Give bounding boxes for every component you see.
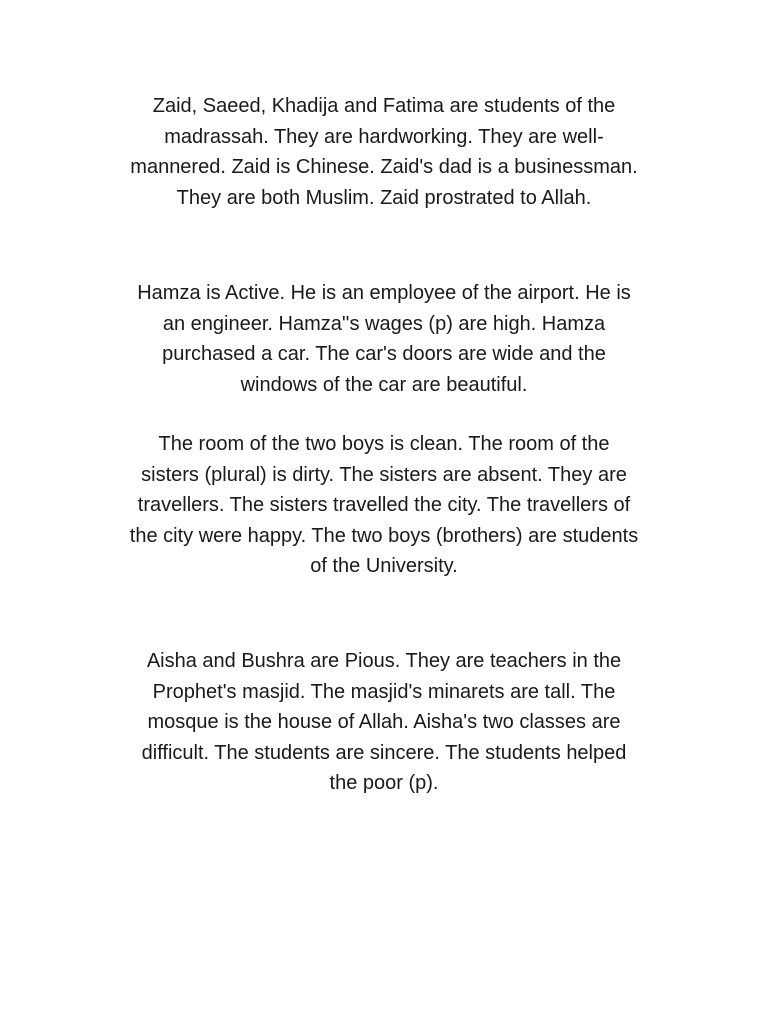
paragraph-room: The room of the two boys is clean. The room of the sisters (plural) is dirty. The sisters are absent. They are travellers. The sisters travelled the city. The travellers of the city were happy. The two boys (brothers) are students of the University.	[129, 433, 639, 577]
paragraph-students: Zaid, Saeed, Khadija and Fatima are students of the madrassah. They are hardworking. They are well- mannered. Zaid is Chinese. Zaid's dad is a businessman. They are both Muslim. Zaid prostrated to Allah.	[130, 95, 638, 209]
paragraph-hamza: Hamza is Active. He is an employee of the airport. He is an engineer. Hamza''s wages (p) are high. Hamza purchased a car. The car's doors are wide and the windows of the car are beautiful.	[137, 282, 631, 396]
paragraph-aisha-bushra: Aisha and Bushra are Pious. They are teachers in the Prophet's masjid. The masjid's minarets are tall. The mosque is the house of Allah. Aisha's two classes are difficult. The students are sincere. The students helped the poor (p).	[141, 650, 627, 794]
